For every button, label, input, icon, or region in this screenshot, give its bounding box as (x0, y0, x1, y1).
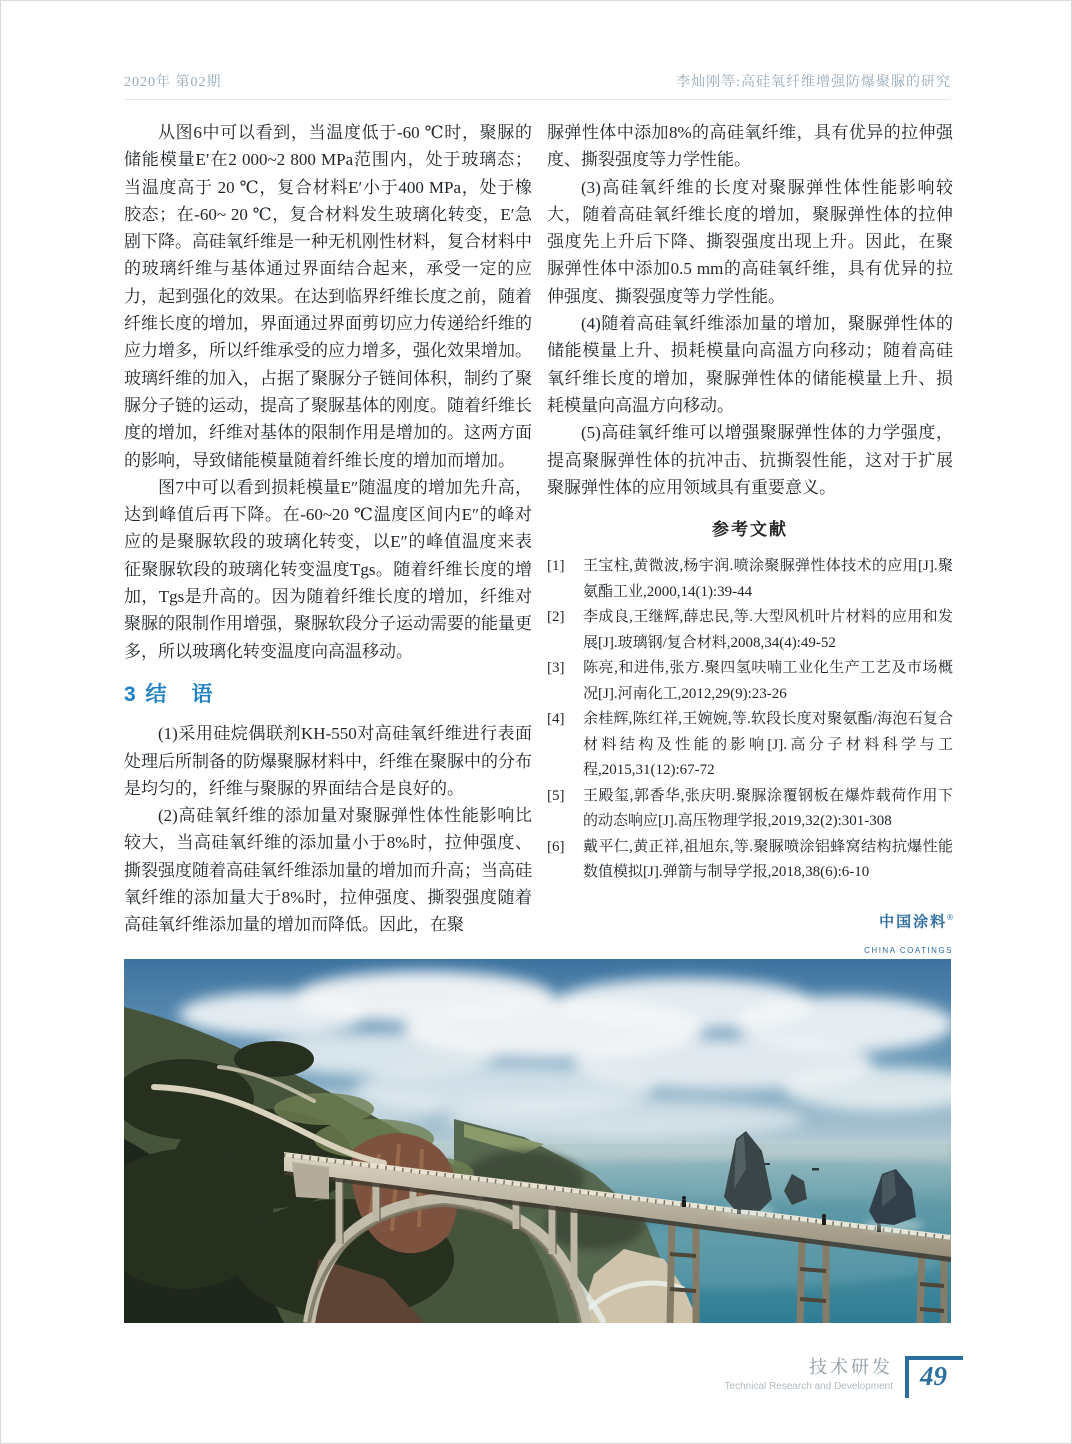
reference-number: [2] (547, 609, 565, 626)
coastal-bridge-photo-svg (124, 959, 951, 1323)
conclusion-paragraph: (5)高硅氧纤维可以增强聚脲弹性体的力学强度，提高聚脲弹性体的抗冲击、抗撕裂性能，这对于扩展聚脲弹性体的应用领域具有重要意义。 (547, 423, 953, 497)
reference-text: 王宝柱,黄微波,杨宇润.喷涂聚脲弹性体技术的应用[J].聚氨酯工业,2000,14(1):39-44 (583, 558, 953, 600)
reference-number: [1] (547, 558, 565, 575)
reference-text: 陈亮,和进伟,张方.聚四氢呋喃工业化生产工艺及市场概况[J].河南化工,2012,29(9):23-26 (583, 660, 953, 702)
reference-text: 李成良,王继辉,薛忠民,等.大型风机叶片材料的应用和发展[J].玻璃钢/复合材料,2008,34(4):49-52 (583, 609, 953, 651)
reference-item (547, 707, 953, 784)
logo-cn-text: 中国涂料 (879, 913, 948, 931)
reference-number: [6] (547, 838, 565, 855)
reference-number: [3] (547, 660, 565, 677)
conclusion-paragraph: (2)高硅氧纤维的添加量对聚脲弹性体性能影响比较大，当高硅氧纤维的添加量小于8%时，拉伸强度、撕裂强度随着高硅氧纤维添加量的增加而升高；当高硅氧纤维的添加量大于8%时，拉伸强度、撕裂强度随着高硅氧纤维添加量的增加而降低。因此，在聚 (124, 806, 532, 935)
page-number-box (905, 1356, 963, 1398)
reference-item (547, 554, 953, 605)
references-title: 参考文献 (712, 520, 788, 540)
logo-en-text: CHINA COATINGS (864, 945, 953, 955)
section-heading-conclusion: 3 结 语 (124, 682, 215, 706)
footer-section-label-cn: 技术研发 (809, 1357, 893, 1377)
left-column (124, 119, 532, 939)
reference-item (547, 605, 953, 656)
page-footer (124, 1353, 963, 1398)
right-column (547, 119, 953, 964)
registered-mark-icon: ® (947, 912, 953, 922)
body-paragraph-continued: 脲弹性体中添加8%的高硅氧纤维，具有优异的拉伸强度、撕裂强度等力学性能。 (547, 123, 953, 170)
reference-number: [5] (547, 787, 565, 804)
conclusion-paragraph: (4)随着高硅氧纤维添加量的增加，聚脲弹性体的储能模量上升、损耗模量向高温方向移动；随着高硅氧纤维长度的增加，聚脲弹性体的储能模量上升、损耗模量向高温方向移动。 (547, 314, 953, 415)
footer-section-labels (725, 1353, 893, 1398)
header-issue: 2020年 第02期 (124, 75, 222, 90)
reference-text: 王殿玺,郭香华,张庆明.聚脲涂覆钢板在爆炸载荷作用下的动态响应[J].高压物理学报,2019,32(2):301-308 (583, 787, 953, 830)
reference-text: 余桂辉,陈红祥,王婉婉,等.软段长度对聚氨酯/海泡石复合材料结构及性能的影响[J].高分子材料科学与工程,2015,31(12):67-72 (583, 711, 953, 779)
logo-china-coatings (547, 904, 953, 964)
conclusion-paragraph: (3)高硅氧纤维的长度对聚脲弹性体性能影响较大，随着高硅氧纤维长度的增加，聚脲弹性体的拉伸强度先上升后下降、撕裂强度出现上升。因此，在聚脲弹性体中添加0.5 mm的高硅氧纤维，具有优异的拉伸强度、撕裂强度等力学性能。 (547, 177, 953, 306)
conclusion-paragraph: (1)采用硅烷偶联剂KH-550对高硅氧纤维进行表面处理后所制备的防爆聚脲材料中，纤维在聚脲中的分布是均匀的，纤维与聚脲的界面结合是良好的。 (124, 724, 532, 798)
reference-text: 戴平仁,黄正祥,祖旭东,等.聚脲喷涂铝蜂窝结构抗爆性能数值模拟[J].弹箭与制导学报,2018,38(6):6-10 (583, 838, 953, 881)
header-running-title: 李灿刚等:高硅氧纤维增强防爆聚脲的研究 (676, 75, 951, 90)
reference-item (547, 656, 953, 707)
body-paragraph: 从图6中可以看到，当温度低于-60 ℃时，聚脲的储能模量E′在2 000~2 800 MPa范围内，处于玻璃态；当温度高于 20 ℃，复合材料E′小于400 MPa，处于橡胶态；在-60~ 20 ℃，复合材料发生玻璃化转变，E′急剧下降。高硅氧纤维是一种无机刚性材料，复合材料中的玻璃纤维与基体通过界面结合起来，承受一定的应力，起到强化的效果。在达到临界纤维长度之前，随着纤维长度的增加，界面通过界面剪切应力传递给纤维的应力增多，所以纤维承受的应力增多，强化效果增加。玻璃纤维的加入，占据了聚脲分子链间体积，制约了聚脲分子链的运动，提高了聚脲基体的刚度。随着纤维长度的增加，纤维对基体的限制作用是增加的。这两方面的影响，导致储能模量随着纤维长度的增加而增加。 (124, 123, 532, 470)
references-list (547, 554, 953, 886)
reference-number: [4] (547, 711, 565, 728)
coastal-bridge-photo (124, 959, 951, 1323)
footer-section-label-en: Technical Research and Development (724, 1381, 893, 1392)
page-number: 49 (920, 1361, 947, 1391)
body-paragraph: 图7中可以看到损耗模量E″随温度的增加先升高，达到峰值后再下降。在-60~20 ℃温度区间内E″的峰对应的是聚脲软段的玻璃化转变，以E″的峰值温度来表征聚脲软段的玻璃化转变温度Tgs。随着纤维长度的增加，Tgs是升高的。因为随着纤维长度的增加，纤维对聚脲的限制作用增强，聚脲软段分子运动需要的能量更多，所以玻璃化转变温度向高温移动。 (124, 477, 532, 661)
reference-item (547, 784, 953, 835)
page-header (124, 71, 951, 100)
reference-item (547, 835, 953, 886)
